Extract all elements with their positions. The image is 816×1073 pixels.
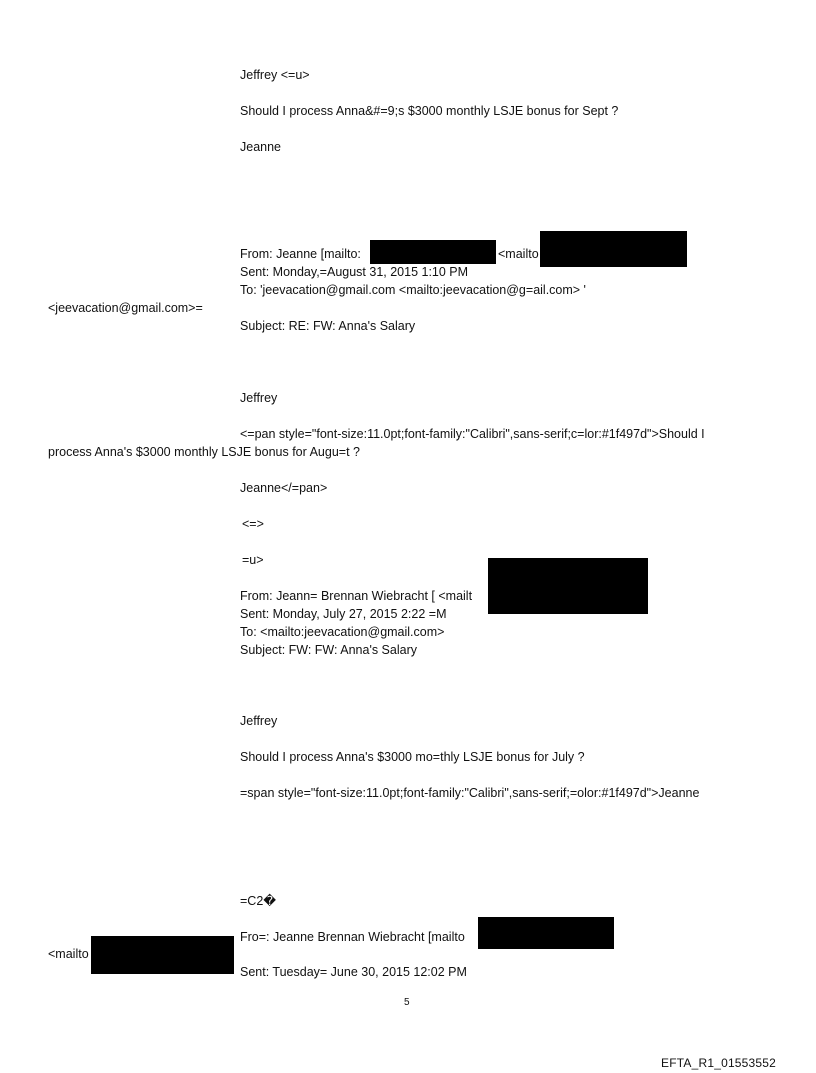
text-line: =u>: [242, 553, 264, 567]
header-sent: Sent: Monday,=August 31, 2015 1:10 PM: [240, 265, 469, 279]
bates-number: EFTA_R1_01553552: [661, 1056, 777, 1070]
header-subject: Subject: FW: FW: Anna's Salary: [240, 643, 417, 657]
text-line: process Anna's $3000 monthly LSJE bonus for Augu=t ?: [48, 445, 360, 459]
text-line: =C2�: [240, 894, 277, 908]
text-line: Should I process Anna&#=9;s $3000 monthly LSJE bonus for Sept ?: [240, 104, 619, 118]
redaction-box: [91, 936, 234, 974]
text-line: Jeanne: [240, 140, 282, 154]
header-mailto: <mailto: [48, 947, 89, 961]
redaction-box: [478, 917, 614, 949]
text-line: Jeanne</=pan>: [240, 481, 328, 495]
text-line: =span style="font-size:11.0pt;font-family:"Calibri",sans-serif;=olor:#1f497d">Jeanne: [240, 786, 700, 800]
text-line: Jeffrey: [240, 714, 278, 728]
redaction-box: [370, 240, 496, 264]
text-line: Jeffrey <=u>: [240, 68, 310, 82]
header-to-continued: <jeevacation@gmail.com>=: [48, 301, 203, 315]
header-from: Fro=: Jeanne Brennan Wiebracht [mailto: [240, 930, 465, 944]
header-sent: Sent: Monday, July 27, 2015 2:22 =M: [240, 607, 447, 621]
text-line: <=pan style="font-size:11.0pt;font-family:"Calibri",sans-serif;c=lor:#1f497d">Should I: [240, 427, 705, 441]
page-number: 5: [404, 997, 410, 1008]
header-from-mailto: <mailto: [498, 247, 539, 261]
text-line: Jeffrey: [240, 391, 278, 405]
header-sent: Sent: Tuesday= June 30, 2015 12:02 PM: [240, 965, 467, 979]
text-line: Should I process Anna's $3000 mo=thly LSJE bonus for July ?: [240, 750, 585, 764]
header-subject: Subject: RE: FW: Anna's Salary: [240, 319, 416, 333]
redaction-box: [540, 231, 687, 267]
redaction-box: [488, 558, 648, 614]
header-to: To: <mailto:jeevacation@gmail.com>: [240, 625, 445, 639]
header-from: From: Jeann= Brennan Wiebracht [ <mailt: [240, 589, 473, 603]
header-from: From: Jeanne [mailto:: [240, 247, 361, 261]
header-to: To: 'jeevacation@gmail.com <mailto:jeevacation@g=ail.com> ': [240, 283, 586, 297]
text-line: <=>: [242, 517, 264, 531]
